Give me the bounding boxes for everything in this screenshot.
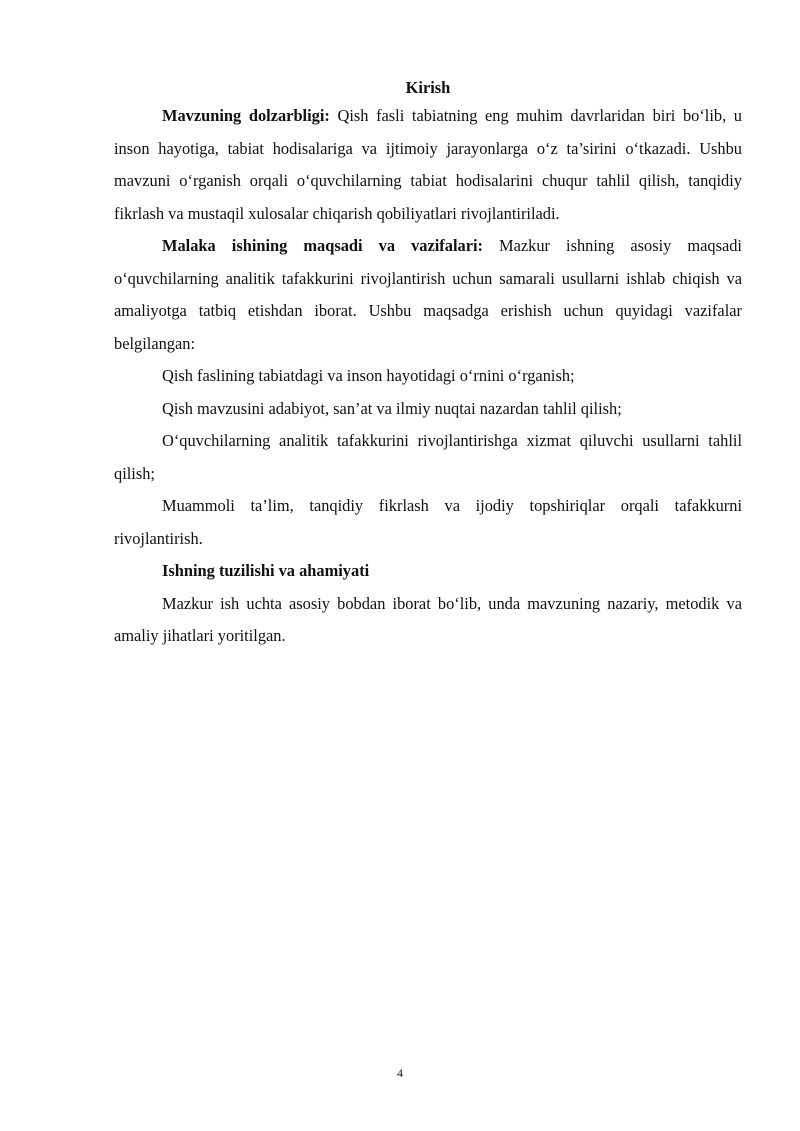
goals-lead: Malaka ishining maqsadi va vazifalari: <box>162 236 483 255</box>
goals-paragraph <box>114 230 742 360</box>
task-item: Muammoli ta’lim, tanqidiy fikrlash va ijodiy topshiriqlar orqali tafakkurni rivojlantirish. <box>114 496 742 548</box>
structure-paragraph: Mazkur ish uchta asosiy bobdan iborat bo‘lib, unda mavzuning nazariy, metodik va amaliy jihatlari yoritilgan. <box>114 593 742 645</box>
task-item: O‘quvchilarning analitik tafakkurini rivojlantirishga xizmat qiluvchi usullarni tahlil qilish; <box>114 431 742 483</box>
task-item: Qish mavzusini adabiyot, san’at va ilmiy nuqtai nazardan tahlil qilish; <box>162 398 622 418</box>
structure-heading: Ishning tuzilishi va ahamiyati <box>162 561 370 580</box>
page-number: 4 <box>397 1066 403 1080</box>
relevance-lead: Mavzuning dolzarbligi: <box>162 106 330 125</box>
relevance-text: Qish fasli tabiatning eng muhim davrlaridan biri bo‘lib, u inson hayotiga, tabiat hodisalariga va ijtimoiy jarayonlarga o‘z ta’sirini o‘tkazadi. Ushbu mavzuni o‘rganish orqali o‘quvchilarning tabiat hodisalarini chuqur tahlil qilish, tanqidiy fikrlash va mustaqil xulosalar chiqarish qobiliyatlari rivojlantiriladi. <box>114 106 743 223</box>
task-item: Qish faslining tabiatdagi va inson hayotidagi o‘rnini o‘rganish; <box>162 366 575 385</box>
document-title: Kirish <box>405 78 451 97</box>
document-body <box>114 76 742 653</box>
relevance-paragraph <box>114 100 742 230</box>
goals-text: Mazkur ishning asosiy maqsadi o‘quvchilarning analitik tafakkurini rivojlantirish uchun samarali usullarni ishlab chiqish va amaliyotga tatbiq etishdan iborat. Ushbu maqsadga erishish uchun quyidagi vazifalar belgilangan: <box>114 236 742 353</box>
